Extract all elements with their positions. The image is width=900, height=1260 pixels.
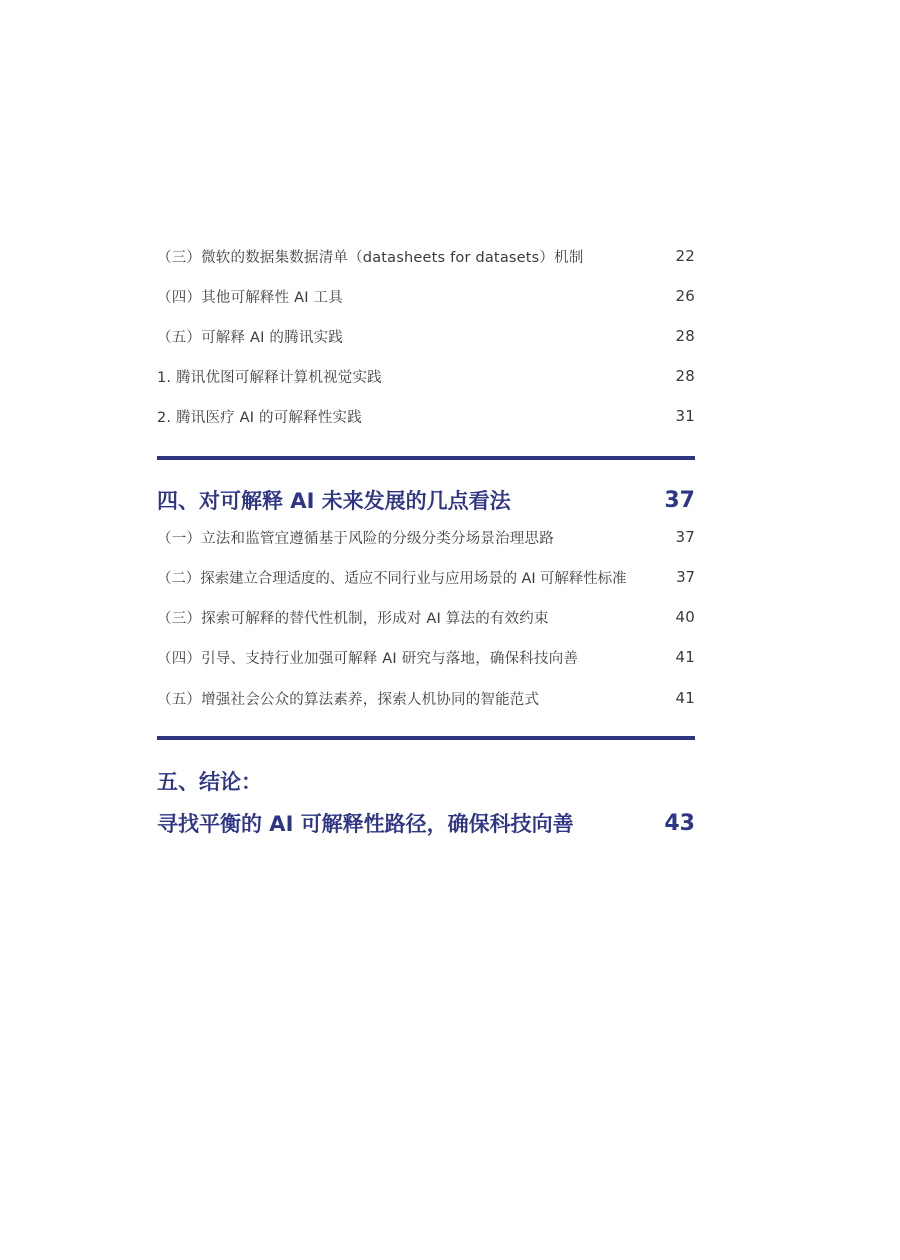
toc-entry-label: （二）探索建立合理适度的、适应不同行业与应用场景的 AI 可解释性标准 bbox=[157, 570, 627, 587]
toc-entry-label: （四）其他可解释性 AI 工具 bbox=[157, 289, 343, 306]
toc-entry-label: 2. 腾讯医疗 AI 的可解释性实践 bbox=[157, 409, 362, 426]
toc-entry-4-2[interactable] bbox=[157, 565, 695, 589]
toc-entry-page: 41 bbox=[675, 689, 695, 707]
toc-entry-3-5-2[interactable] bbox=[157, 404, 695, 428]
toc-section-4-heading[interactable] bbox=[157, 484, 695, 516]
toc-entry-page: 31 bbox=[675, 407, 695, 425]
toc-entry-page: 40 bbox=[675, 608, 695, 626]
toc-entry-3-5-1[interactable] bbox=[157, 364, 695, 388]
toc-entry-label: （一）立法和监管宜遵循基于风险的分级分类分场景治理思路 bbox=[157, 530, 554, 547]
toc-section-5-heading-line2[interactable] bbox=[157, 808, 695, 838]
section-subtitle: 寻找平衡的 AI 可解释性路径，确保科技向善 bbox=[157, 812, 574, 836]
toc-entry-4-4[interactable] bbox=[157, 645, 695, 669]
toc-entry-3-3[interactable] bbox=[157, 244, 695, 268]
section-page: 43 bbox=[664, 810, 695, 836]
toc-entry-label: 1. 腾讯优图可解释计算机视觉实践 bbox=[157, 369, 382, 386]
toc-entry-page: 28 bbox=[675, 367, 695, 385]
section-divider bbox=[157, 736, 695, 740]
toc-entry-label: （三）微软的数据集数据清单（datasheets for datasets）机制 bbox=[157, 249, 584, 266]
toc-entry-page: 26 bbox=[675, 287, 695, 305]
toc-entry-page: 28 bbox=[675, 327, 695, 345]
section-divider bbox=[157, 456, 695, 460]
section-page: 37 bbox=[664, 487, 695, 513]
toc-entry-label: （五）可解释 AI 的腾讯实践 bbox=[157, 329, 343, 346]
toc-entry-label: （三）探索可解释的替代性机制，形成对 AI 算法的有效约束 bbox=[157, 610, 549, 627]
section-title: 四、对可解释 AI 未来发展的几点看法 bbox=[157, 489, 511, 513]
toc-entry-page: 41 bbox=[675, 648, 695, 666]
section-title: 五、结论： bbox=[157, 770, 262, 794]
toc-entry-4-1[interactable] bbox=[157, 525, 695, 549]
toc-entry-label: （五）增强社会公众的算法素养，探索人机协同的智能范式 bbox=[157, 691, 540, 708]
toc-entry-3-4[interactable] bbox=[157, 284, 695, 308]
toc-entry-page: 22 bbox=[675, 247, 695, 265]
toc-entry-label: （四）引导、支持行业加强可解释 AI 研究与落地，确保科技向善 bbox=[157, 650, 579, 667]
toc-entry-page: 37 bbox=[675, 528, 695, 546]
toc-entry-page: 37 bbox=[676, 568, 695, 586]
toc-entry-4-5[interactable] bbox=[157, 686, 695, 710]
toc-entry-3-5[interactable] bbox=[157, 324, 695, 348]
toc-section-5-heading-line1[interactable] bbox=[157, 766, 695, 796]
toc-entry-4-3[interactable] bbox=[157, 605, 695, 629]
